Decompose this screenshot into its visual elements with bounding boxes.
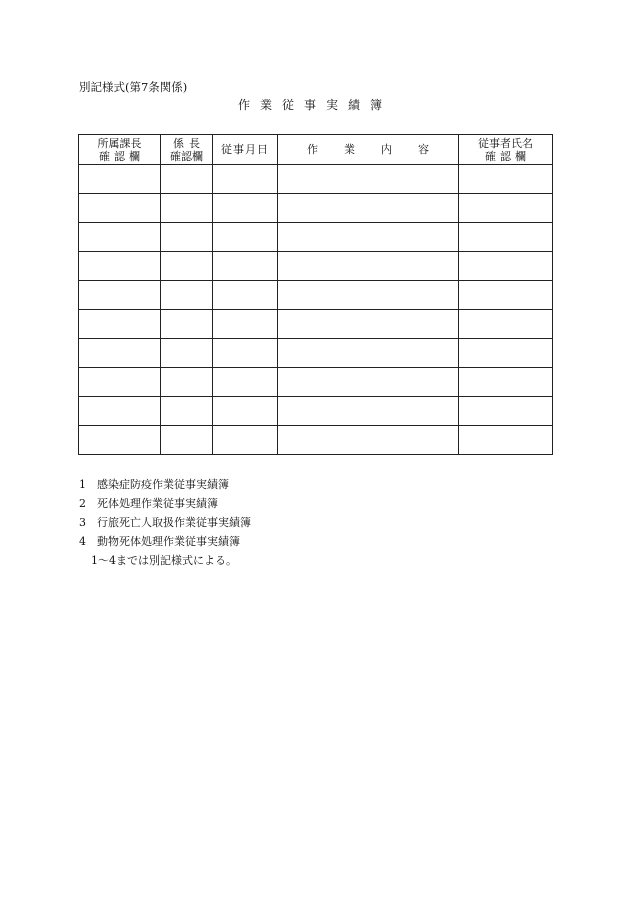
note-text: 行旅死亡人取扱作業従事実績簿 [97, 516, 251, 529]
table-cell[interactable] [79, 165, 161, 194]
table-cell[interactable] [213, 194, 278, 223]
table-cell[interactable] [79, 339, 161, 368]
table-cell[interactable] [161, 223, 213, 252]
header-worker-name-confirmation [459, 135, 553, 165]
note-number: 3 [79, 516, 86, 529]
table-cell[interactable] [161, 281, 213, 310]
header-work-date [213, 135, 278, 165]
header-line: 従事者氏名 [478, 136, 533, 150]
table-cell[interactable] [459, 426, 553, 455]
table-cell[interactable] [459, 281, 553, 310]
table-row [79, 223, 553, 252]
table-cell[interactable] [161, 397, 213, 426]
list-item [79, 475, 251, 494]
table-cell[interactable] [161, 310, 213, 339]
table-cell[interactable] [161, 426, 213, 455]
table-cell[interactable] [278, 426, 459, 455]
table-cell[interactable] [79, 252, 161, 281]
note-text: 死体処理作業従事実績簿 [97, 497, 218, 510]
table-cell[interactable] [79, 397, 161, 426]
form-label: 別記様式(第7条関係) [79, 80, 188, 94]
table-row [79, 194, 553, 223]
list-item [79, 513, 251, 532]
table-cell[interactable] [278, 397, 459, 426]
table-cell[interactable] [278, 223, 459, 252]
table-cell[interactable] [213, 339, 278, 368]
table-row [79, 426, 553, 455]
header-line: 確認欄 [485, 149, 530, 163]
table-cell[interactable] [161, 368, 213, 397]
record-table [78, 134, 553, 455]
table-cell[interactable] [213, 281, 278, 310]
notes-list [79, 475, 251, 570]
table-cell[interactable] [161, 165, 213, 194]
header-line: 従事月日 [221, 143, 269, 156]
header-line: 作業内容 [307, 143, 455, 156]
table-cell[interactable] [213, 223, 278, 252]
table-row [79, 339, 553, 368]
table-body [79, 165, 553, 455]
table-cell[interactable] [79, 194, 161, 223]
table-cell[interactable] [278, 165, 459, 194]
table-cell[interactable] [459, 397, 553, 426]
table-row [79, 310, 553, 339]
table-row [79, 368, 553, 397]
document-title: 作業従事実績簿 [237, 98, 392, 112]
header-line: 係長 [173, 136, 205, 150]
table-cell[interactable] [79, 281, 161, 310]
header-line: 確認欄 [170, 149, 203, 163]
note-remark: 1〜4までは別記様式による。 [91, 554, 237, 567]
table-cell[interactable] [213, 252, 278, 281]
header-section-chief-confirmation [79, 135, 161, 165]
header-line: 所属課長 [97, 136, 142, 150]
table-cell[interactable] [278, 339, 459, 368]
table-cell[interactable] [459, 252, 553, 281]
table-row [79, 397, 553, 426]
table-header-row [79, 135, 553, 165]
note-number: 2 [79, 497, 86, 510]
table-cell[interactable] [213, 368, 278, 397]
table-cell[interactable] [278, 368, 459, 397]
table-cell[interactable] [213, 426, 278, 455]
table-cell[interactable] [459, 310, 553, 339]
table-cell[interactable] [459, 194, 553, 223]
table-cell[interactable] [459, 165, 553, 194]
table-cell[interactable] [79, 310, 161, 339]
table-cell[interactable] [213, 165, 278, 194]
note-number: 1 [79, 478, 86, 491]
table-cell[interactable] [459, 339, 553, 368]
header-work-content [278, 135, 459, 165]
table-cell[interactable] [459, 223, 553, 252]
table-cell[interactable] [278, 252, 459, 281]
table-cell[interactable] [79, 368, 161, 397]
note-number: 4 [79, 535, 86, 548]
table-row [79, 252, 553, 281]
table-cell[interactable] [278, 194, 459, 223]
list-item [79, 494, 251, 513]
table-cell[interactable] [213, 310, 278, 339]
table-row [79, 281, 553, 310]
table-cell[interactable] [278, 310, 459, 339]
header-subsection-chief-confirmation [161, 135, 213, 165]
table-cell[interactable] [459, 368, 553, 397]
table-cell[interactable] [161, 339, 213, 368]
table-cell[interactable] [278, 281, 459, 310]
note-text: 感染症防疫作業従事実績簿 [97, 478, 229, 491]
table-cell[interactable] [79, 426, 161, 455]
header-line: 確認欄 [99, 149, 144, 163]
table-cell[interactable] [161, 252, 213, 281]
table-cell[interactable] [161, 194, 213, 223]
note-text: 動物死体処理作業従事実績簿 [97, 535, 240, 548]
table-cell[interactable] [213, 397, 278, 426]
table-cell[interactable] [79, 223, 161, 252]
list-item [79, 532, 251, 551]
table-row [79, 165, 553, 194]
